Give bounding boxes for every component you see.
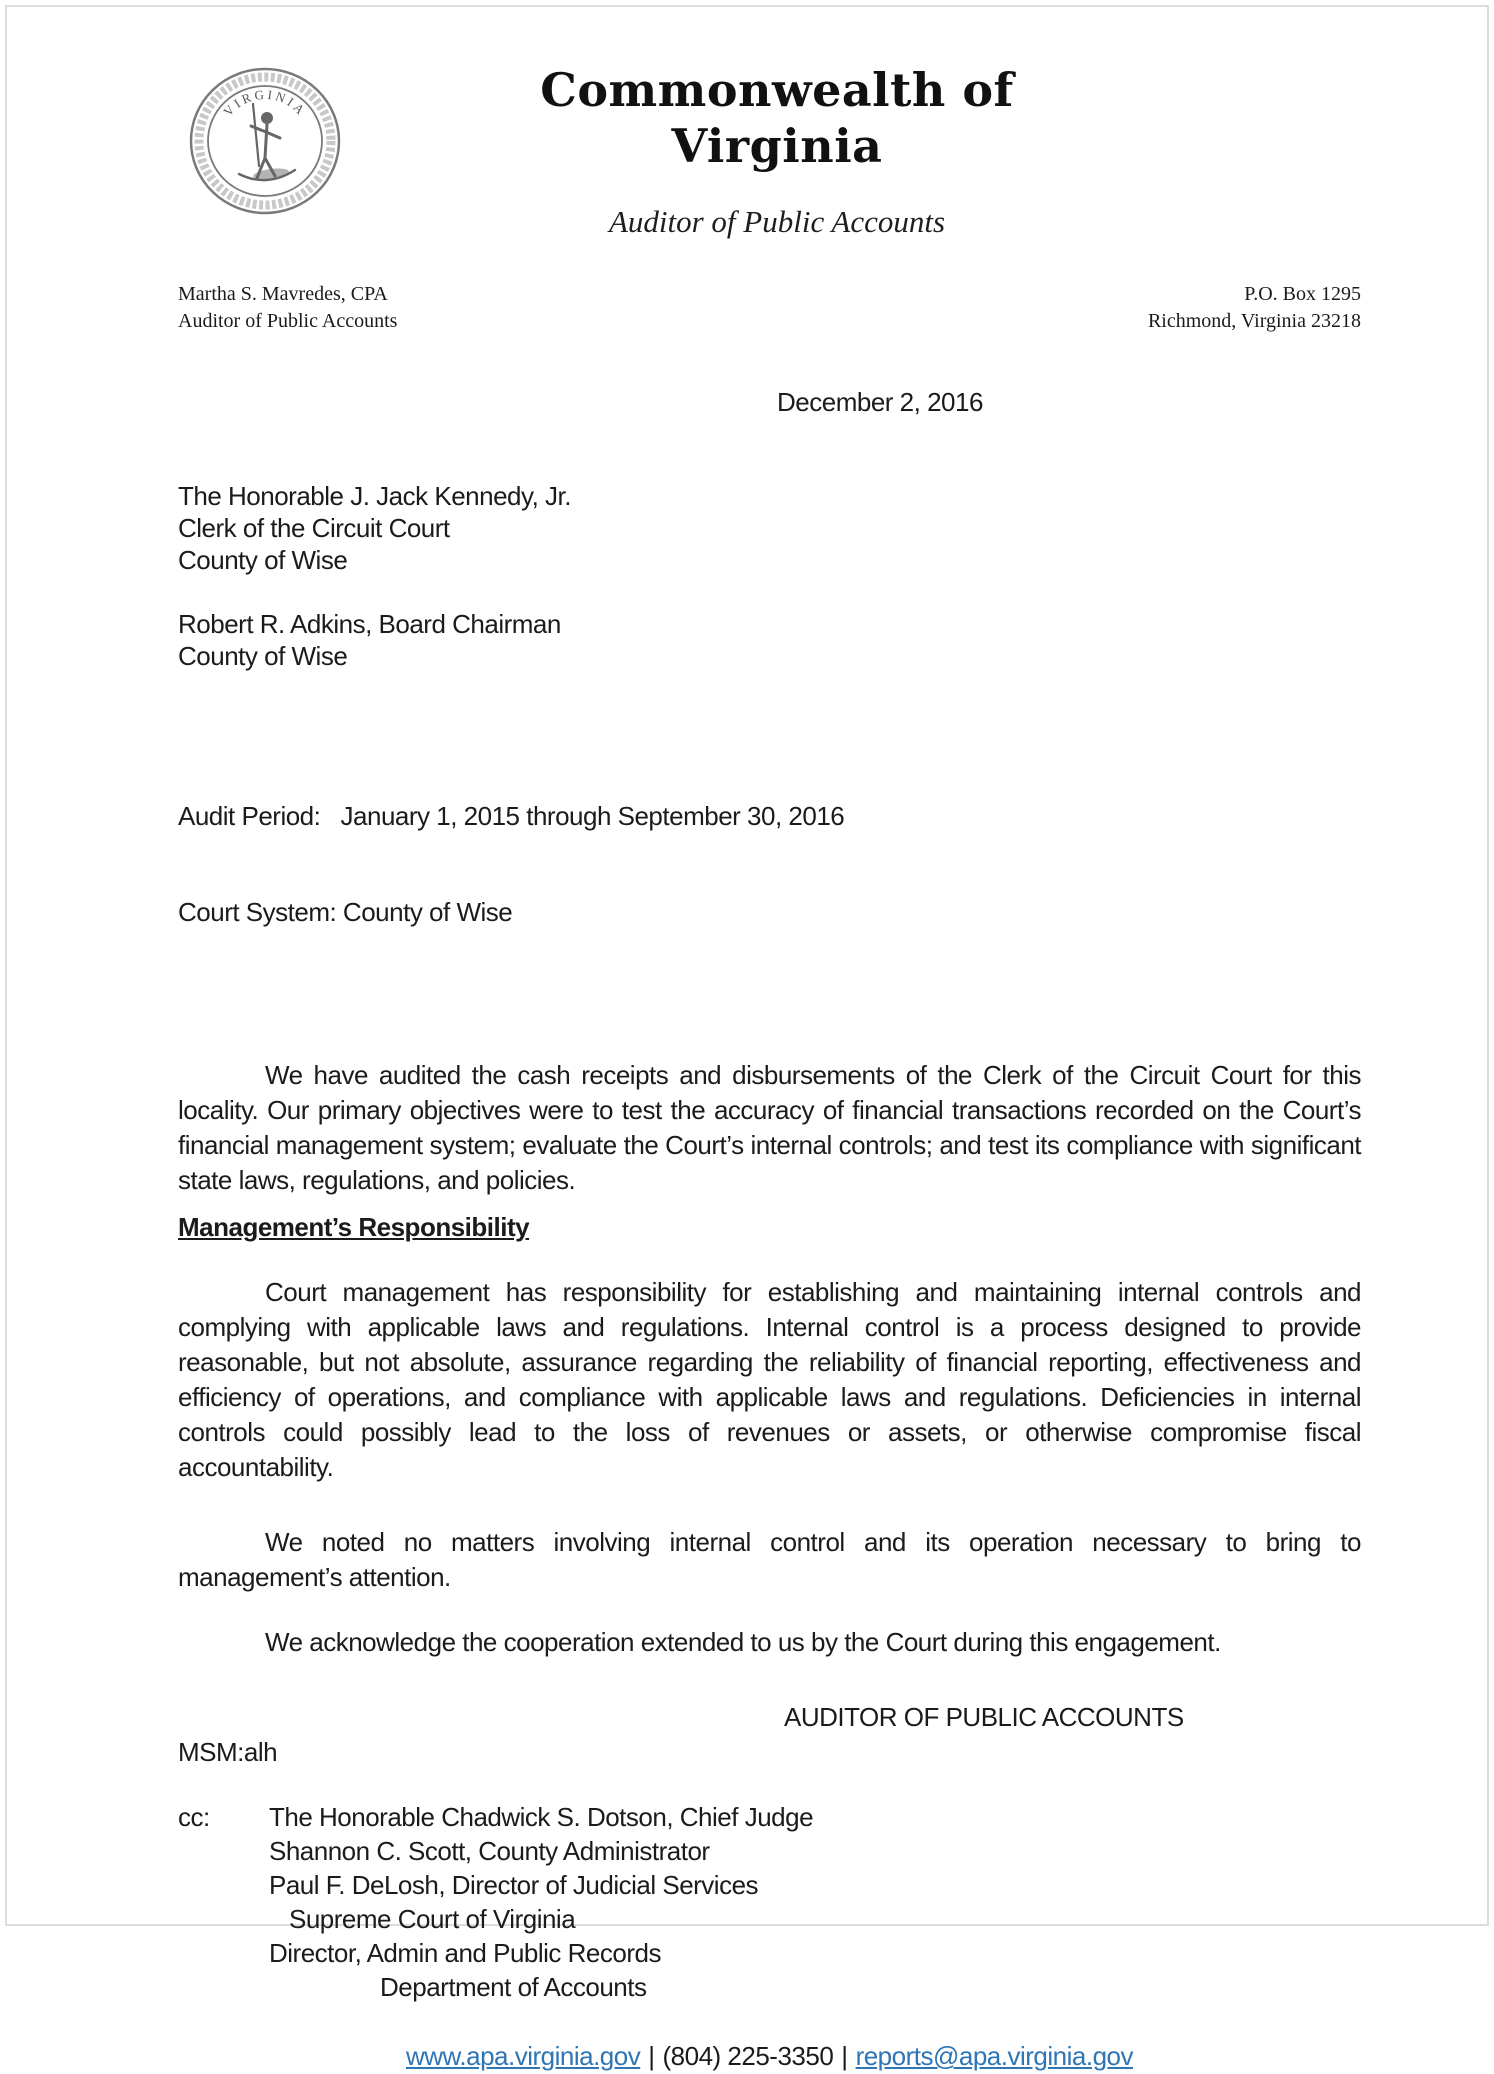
court-system-line: Court System: County of Wise xyxy=(178,897,513,927)
responsibility-paragraph: Court management has responsibility for establishing and maintaining internal controls and complying with applicable laws and regulations. Internal control is a process designed to provide reasonable, but not absolute, assurance regarding the reliability of financial reporting, effectiveness and efficiency of operations, and compliance with applicable laws and regulations. Deficiencies in internal controls could possibly lead to the loss of revenues or assets, or otherwise compromise fiscal accountability. xyxy=(178,1277,1361,1482)
seal-text: VIRGINIA xyxy=(220,86,310,120)
recipient-name: The Honorable J. Jack Kennedy, Jr. xyxy=(178,481,571,511)
letter-date: December 2, 2016 xyxy=(777,387,983,417)
cc-block xyxy=(178,1800,1361,2004)
website-link[interactable]: www.apa.virginia.gov xyxy=(405,2041,641,2071)
official-name: Martha S. Mavredes, CPA xyxy=(178,283,388,305)
email-link[interactable]: reports@apa.virginia.gov xyxy=(855,2041,1133,2071)
cc-entry: Director, Admin and Public Records xyxy=(269,1938,661,1968)
recipient-locality: County of Wise xyxy=(178,545,348,575)
masthead xyxy=(427,62,1127,242)
reference-initials: MSM:alh xyxy=(178,1737,278,1767)
footer-separator: | xyxy=(841,2041,848,2071)
cc-entry: Supreme Court of Virginia xyxy=(289,1904,576,1934)
po-box-line: P.O. Box 1295 xyxy=(1244,283,1361,305)
cc-entry: The Honorable Chadwick S. Dotson, Chief Judge xyxy=(269,1802,814,1832)
letterhead-info-row xyxy=(178,281,1361,335)
acknowledgement-paragraph: We acknowledge the cooperation extended to us by the Court during this engagement. xyxy=(265,1627,1221,1657)
audit-period-line: Audit Period: January 1, 2015 through September 30, 2016 xyxy=(178,801,845,831)
recipient-locality: County of Wise xyxy=(178,641,348,671)
office-address-block xyxy=(1148,281,1361,335)
official-title: Auditor of Public Accounts xyxy=(178,310,398,332)
cc-entry: Paul F. DeLosh, Director of Judicial Services xyxy=(269,1870,759,1900)
recipient-name: Robert R. Adkins, Board Chairman xyxy=(178,609,561,639)
page-title: Commonwealth of Virginia xyxy=(540,63,1014,173)
no-matters-paragraph: We noted no matters involving internal control and its operation necessary to bring to management’s attention. xyxy=(178,1527,1361,1592)
city-state-zip-line: Richmond, Virginia 23218 xyxy=(1147,310,1361,332)
official-block xyxy=(178,281,397,335)
letterhead xyxy=(178,62,1361,335)
recipient-block-clerk xyxy=(178,480,1361,576)
cc-entry: Department of Accounts xyxy=(380,1972,647,2002)
contact-footer xyxy=(178,2038,1361,2074)
recipient-title: Clerk of the Circuit Court xyxy=(178,513,450,543)
cc-entries xyxy=(269,1800,813,2004)
section-heading: Management’s Responsibility xyxy=(178,1212,530,1242)
virginia-state-seal-icon xyxy=(187,66,343,216)
intro-paragraph: We have audited the cash receipts and disbursements of the Clerk of the Circuit Court for this locality. Our primary objectives were to test the accuracy of financial transactions recorded on the Court’s financial management system; evaluate the Court’s internal controls; and test its compliance with significant state laws, regulations, and policies. xyxy=(178,1060,1361,1195)
agency-subtitle: Auditor of Public Accounts xyxy=(608,204,946,239)
audit-info-block xyxy=(178,736,1361,992)
footer-separator: | xyxy=(648,2041,655,2071)
recipient-block-chairman xyxy=(178,608,1361,672)
phone-number: (804) 225-3350 xyxy=(662,2041,834,2071)
cc-label: cc: xyxy=(178,1802,210,1832)
cc-entry: Shannon C. Scott, County Administrator xyxy=(269,1836,710,1866)
closing-signature: AUDITOR OF PUBLIC ACCOUNTS xyxy=(784,1702,1184,1732)
